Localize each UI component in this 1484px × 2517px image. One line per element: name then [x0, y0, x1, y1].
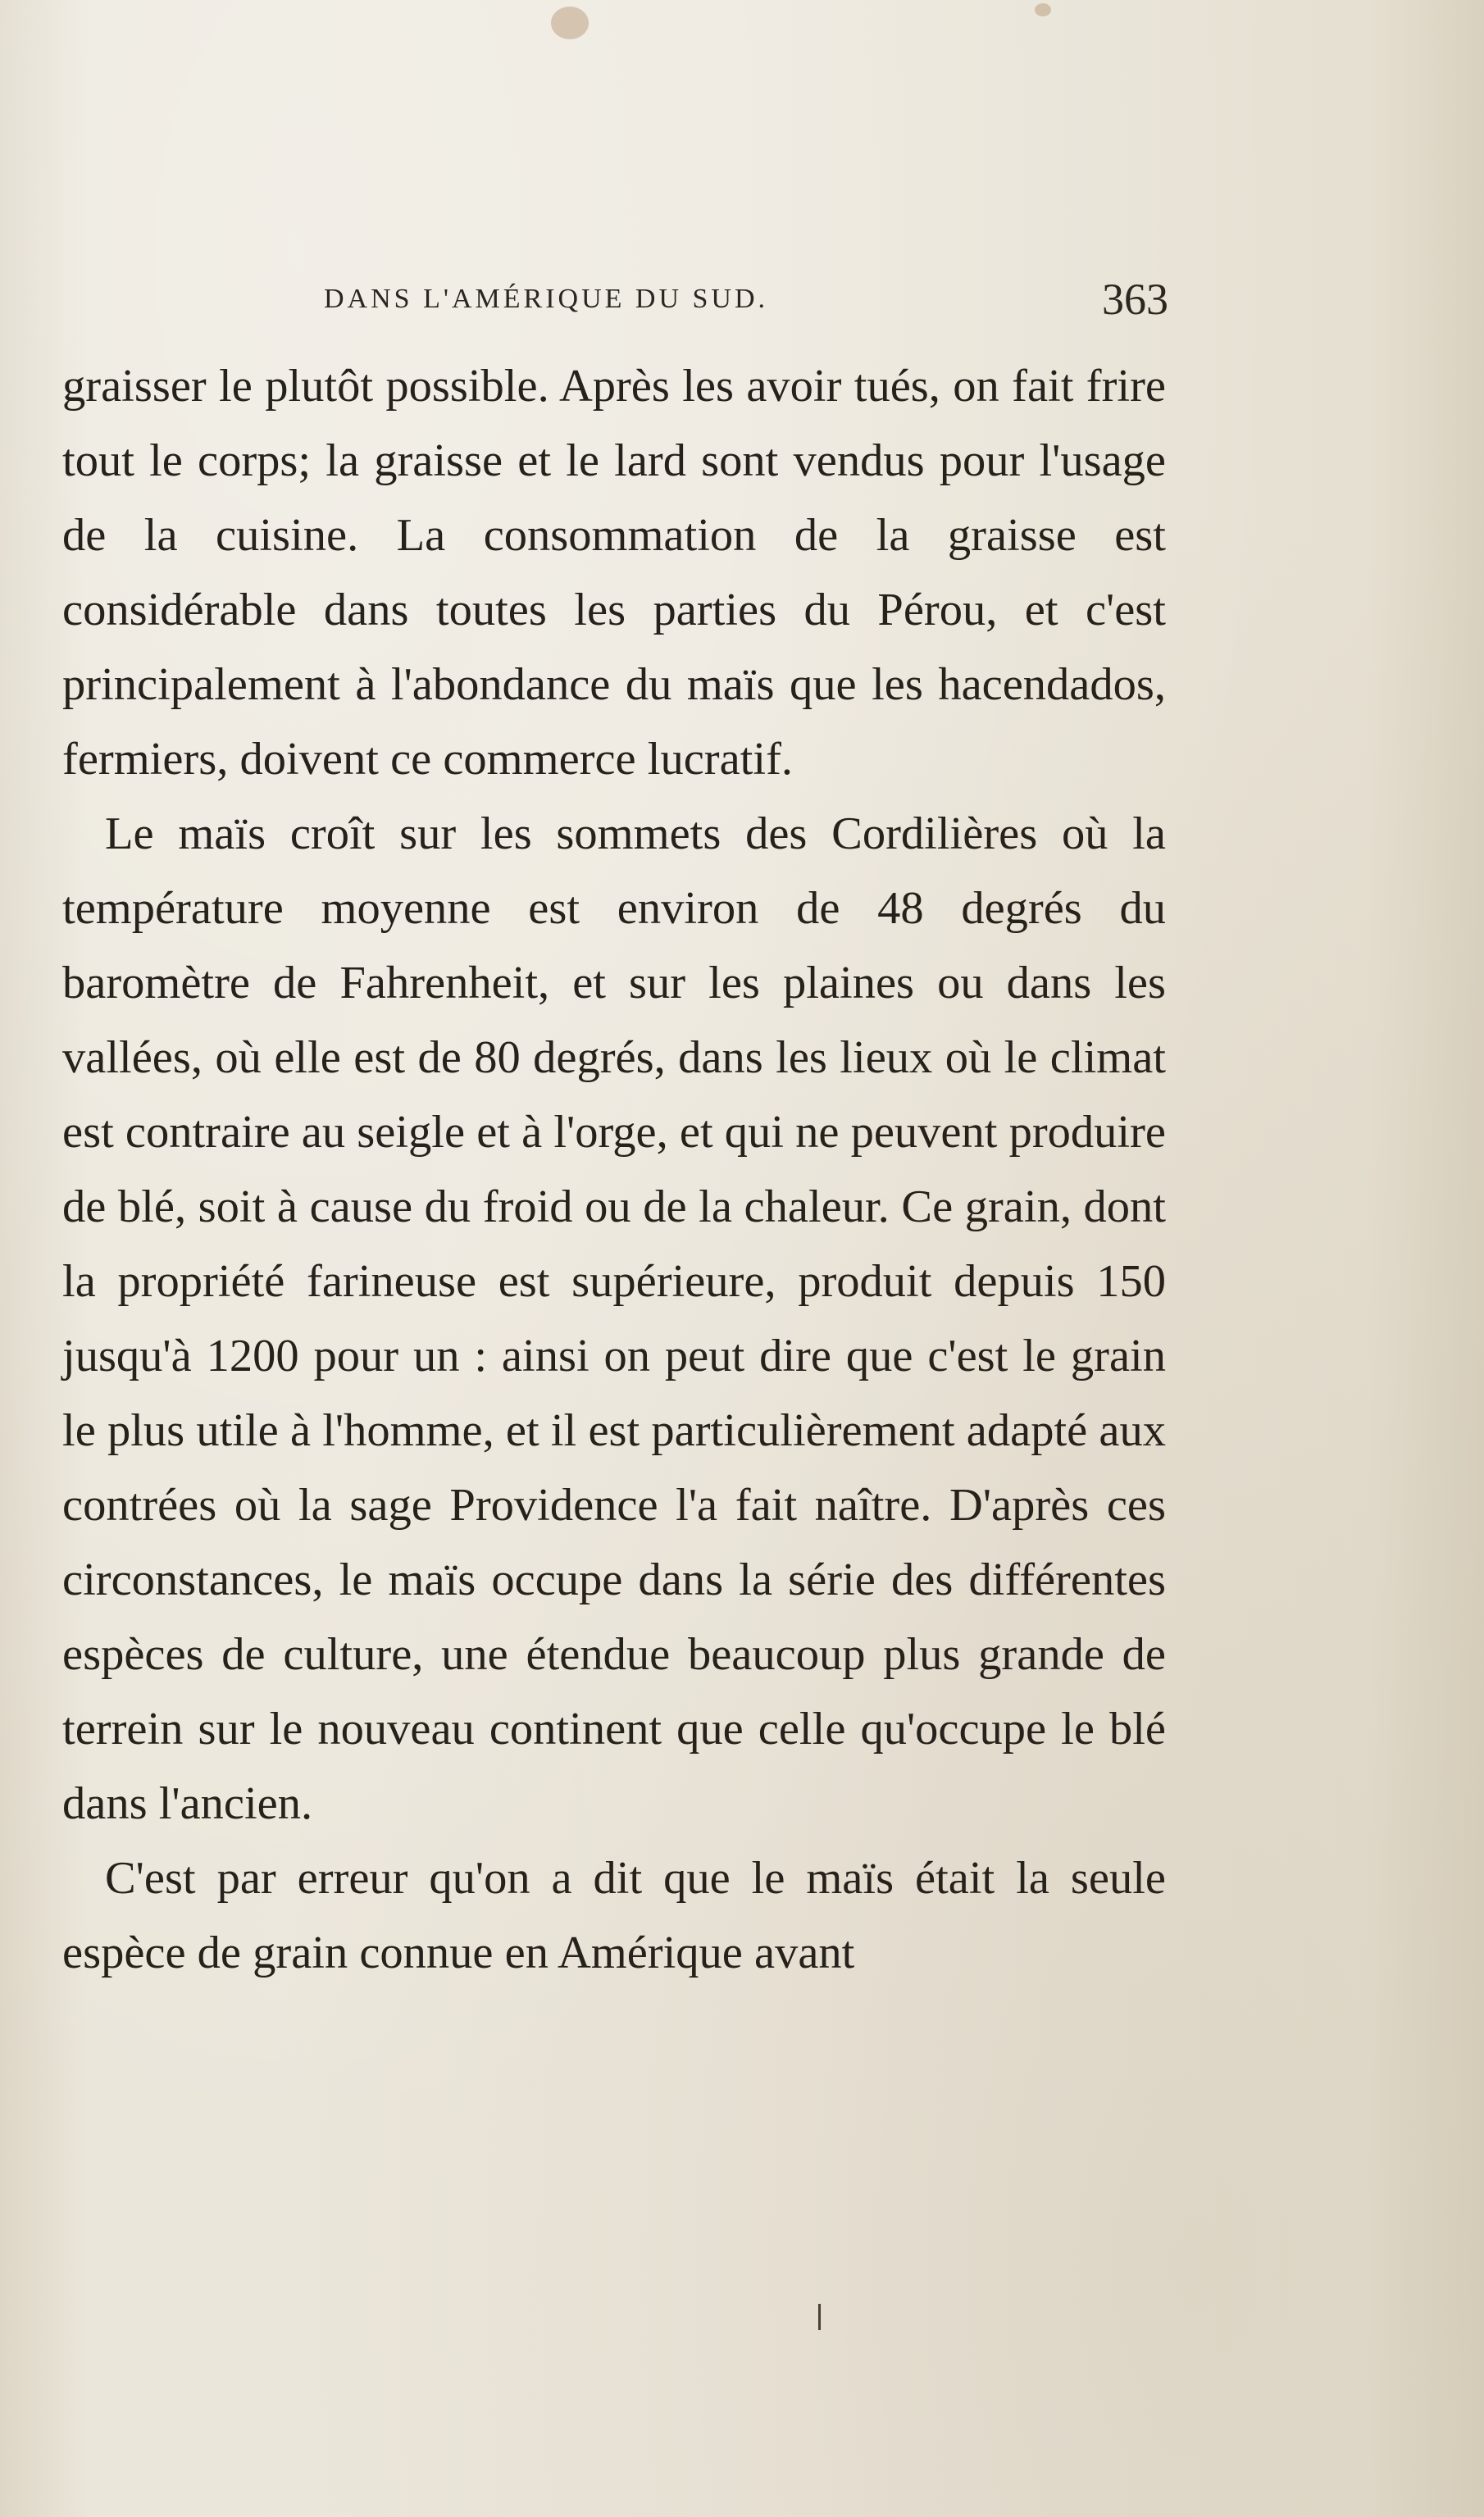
paragraph-3: C'est par erreur qu'on a dit que le maïs était la seule espèce de grain connue en Amérique avant — [62, 1853, 1166, 1978]
running-head — [324, 269, 1168, 324]
paragraph-2: Le maïs croît sur les sommets des Cordilières où la température moyenne est environ de 48 degrés du baromètre de Fahrenheit, et sur les plaines ou dans les vallées, où elle est de 80 degrés, dans les lieux où le climat est contraire au seigle et à l'orge, et qui ne peuvent produire de blé, soit à cause du froid ou de la chaleur. Ce grain, dont la propriété farineuse est supérieure, produit depuis 150 jusqu'à 1200 pour un : ainsi on peut dire que c'est le grain le plus utile à l'homme, et il est particulièrement adapté aux contrées où la sage Providence l'a fait naître. D'après ces circonstances, le maïs occupe dans la série des différentes espèces de culture, une étendue beaucoup plus grande de terrein sur le nouveau continent que celle qu'occupe le blé dans l'ancien. — [62, 808, 1166, 1829]
paragraph-1: graisser le plutôt possible. Après les avoir tués, on fait frire tout le corps; la graisse et le lard sont vendus pour l'usage de la cuisine. La consommation de la graisse est considérable dans toutes les parties du Pérou, et c'est principalement à l'abondance du maïs que les hacendados, fermiers, doivent ce commerce lucratif. — [62, 361, 1166, 785]
page-number: 363 — [1102, 275, 1168, 324]
paper-stain — [1035, 3, 1051, 16]
ink-mark — [818, 2304, 821, 2330]
running-title: DANS L'AMÉRIQUE DU SUD. — [324, 284, 769, 314]
body-text — [62, 349, 1166, 1991]
paper-stain — [551, 7, 589, 39]
